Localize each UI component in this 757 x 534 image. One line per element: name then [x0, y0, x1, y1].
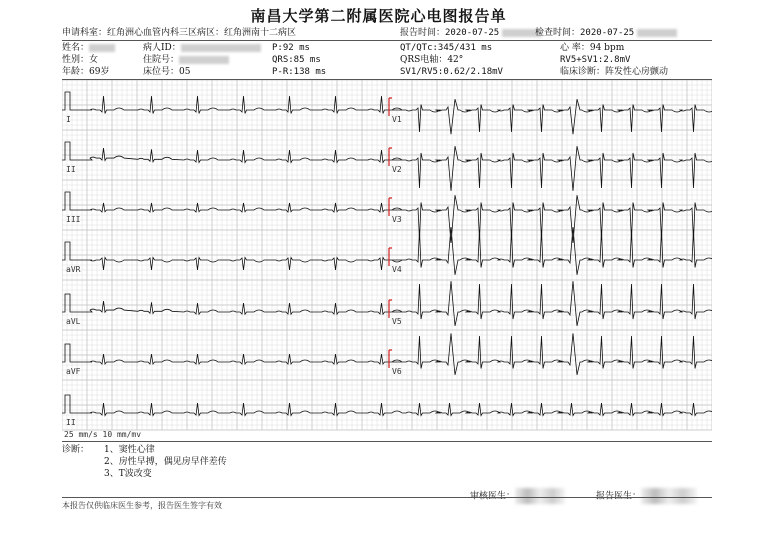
heart-rate: 心 率：94 bpm: [560, 43, 625, 53]
lead-label: V6: [392, 367, 402, 376]
lead-label: V2: [392, 165, 402, 174]
check-time-value: 2020-07-25: [580, 28, 635, 38]
diagnosis-label: 诊断：: [62, 445, 90, 455]
ecg-grid: [62, 80, 712, 430]
admission-label: 住院号：: [143, 55, 180, 65]
reviewer-signature: [515, 488, 565, 504]
lead-label: V3: [392, 215, 402, 224]
speed-gain: 25 mm/s 10 mm/mv: [64, 430, 142, 439]
calibration-marker: [389, 198, 392, 216]
request-department: 申请科室：红角洲心血管内科三区病区：红角洲南十二病区: [62, 28, 297, 38]
calibration-marker: [389, 98, 392, 116]
report-time-value: 2020-07-25: [445, 28, 500, 38]
report-title: 南昌大学第二附属医院心电图报告单: [250, 7, 507, 25]
lead-label: II: [66, 418, 76, 427]
calibration-marker: [389, 350, 392, 368]
check-time: [535, 28, 677, 39]
pr-interval: P-R:138 ms: [272, 67, 327, 77]
redacted-name: [89, 44, 115, 52]
diagnosis-item: 2、房性早搏，偶见房早伴差传: [104, 457, 227, 467]
rv5-plus-sv1: RV5+SV1:2.8mV: [560, 55, 631, 65]
lead-label: III: [66, 215, 81, 224]
ecg-tracing-area: [62, 80, 712, 440]
lead-label: I: [66, 115, 71, 124]
clinical-diagnosis: 临床诊断：阵发性心房颤动: [560, 67, 669, 77]
admission-no: [143, 55, 229, 66]
report-time: [400, 28, 542, 39]
reporter: [596, 488, 697, 504]
lead-label: aVF: [66, 367, 81, 376]
lead-label: aVL: [66, 317, 81, 326]
patient-name-label: 姓名：: [62, 43, 90, 53]
p-duration: P:92 ms: [272, 43, 310, 53]
bed-no: 床位号：05: [143, 67, 191, 77]
sv1-rv5: SV1/RV5:0.62/2.18mV: [400, 67, 503, 77]
check-time-label: 检查时间：: [535, 28, 581, 38]
redacted-time: [637, 29, 677, 37]
calibration-marker: [389, 300, 392, 318]
lead-label: V4: [392, 265, 402, 274]
calibration-marker: [389, 248, 392, 266]
ecg-rule-bottom: [62, 441, 712, 442]
redacted-id: [181, 44, 261, 52]
grid-major: [62, 80, 712, 430]
patient-age: 年龄：69岁: [62, 67, 110, 77]
lead-label: aVR: [66, 265, 81, 274]
lead-label: V1: [392, 115, 402, 124]
diagnosis-item: 1、窦性心律: [104, 445, 155, 455]
lead-label: V5: [392, 317, 402, 326]
lead-label: II: [66, 165, 76, 174]
patient-name: [62, 43, 115, 54]
header-rule-top: [62, 40, 712, 41]
redacted-admission: [179, 56, 229, 64]
qrs-axis: QRS电轴：42°: [400, 55, 464, 65]
patient-id-label: 病人ID：: [143, 43, 181, 53]
calibration-marker: [389, 148, 392, 166]
qrs-duration: QRS:85 ms: [272, 55, 321, 65]
report-time-label: 报告时间：: [400, 28, 446, 38]
diagnosis-item: 3、T波改变: [104, 469, 152, 479]
patient-sex: 性别：女: [62, 55, 99, 65]
footer-rule: [62, 497, 712, 498]
disclaimer: 本报告仅供临床医生参考，报告医生签字有效: [62, 501, 222, 510]
qt-qtc: QT/QTc:345/431 ms: [400, 43, 493, 53]
patient-id: [143, 43, 261, 54]
reporter-signature: [641, 488, 697, 504]
reviewer: [470, 488, 565, 504]
